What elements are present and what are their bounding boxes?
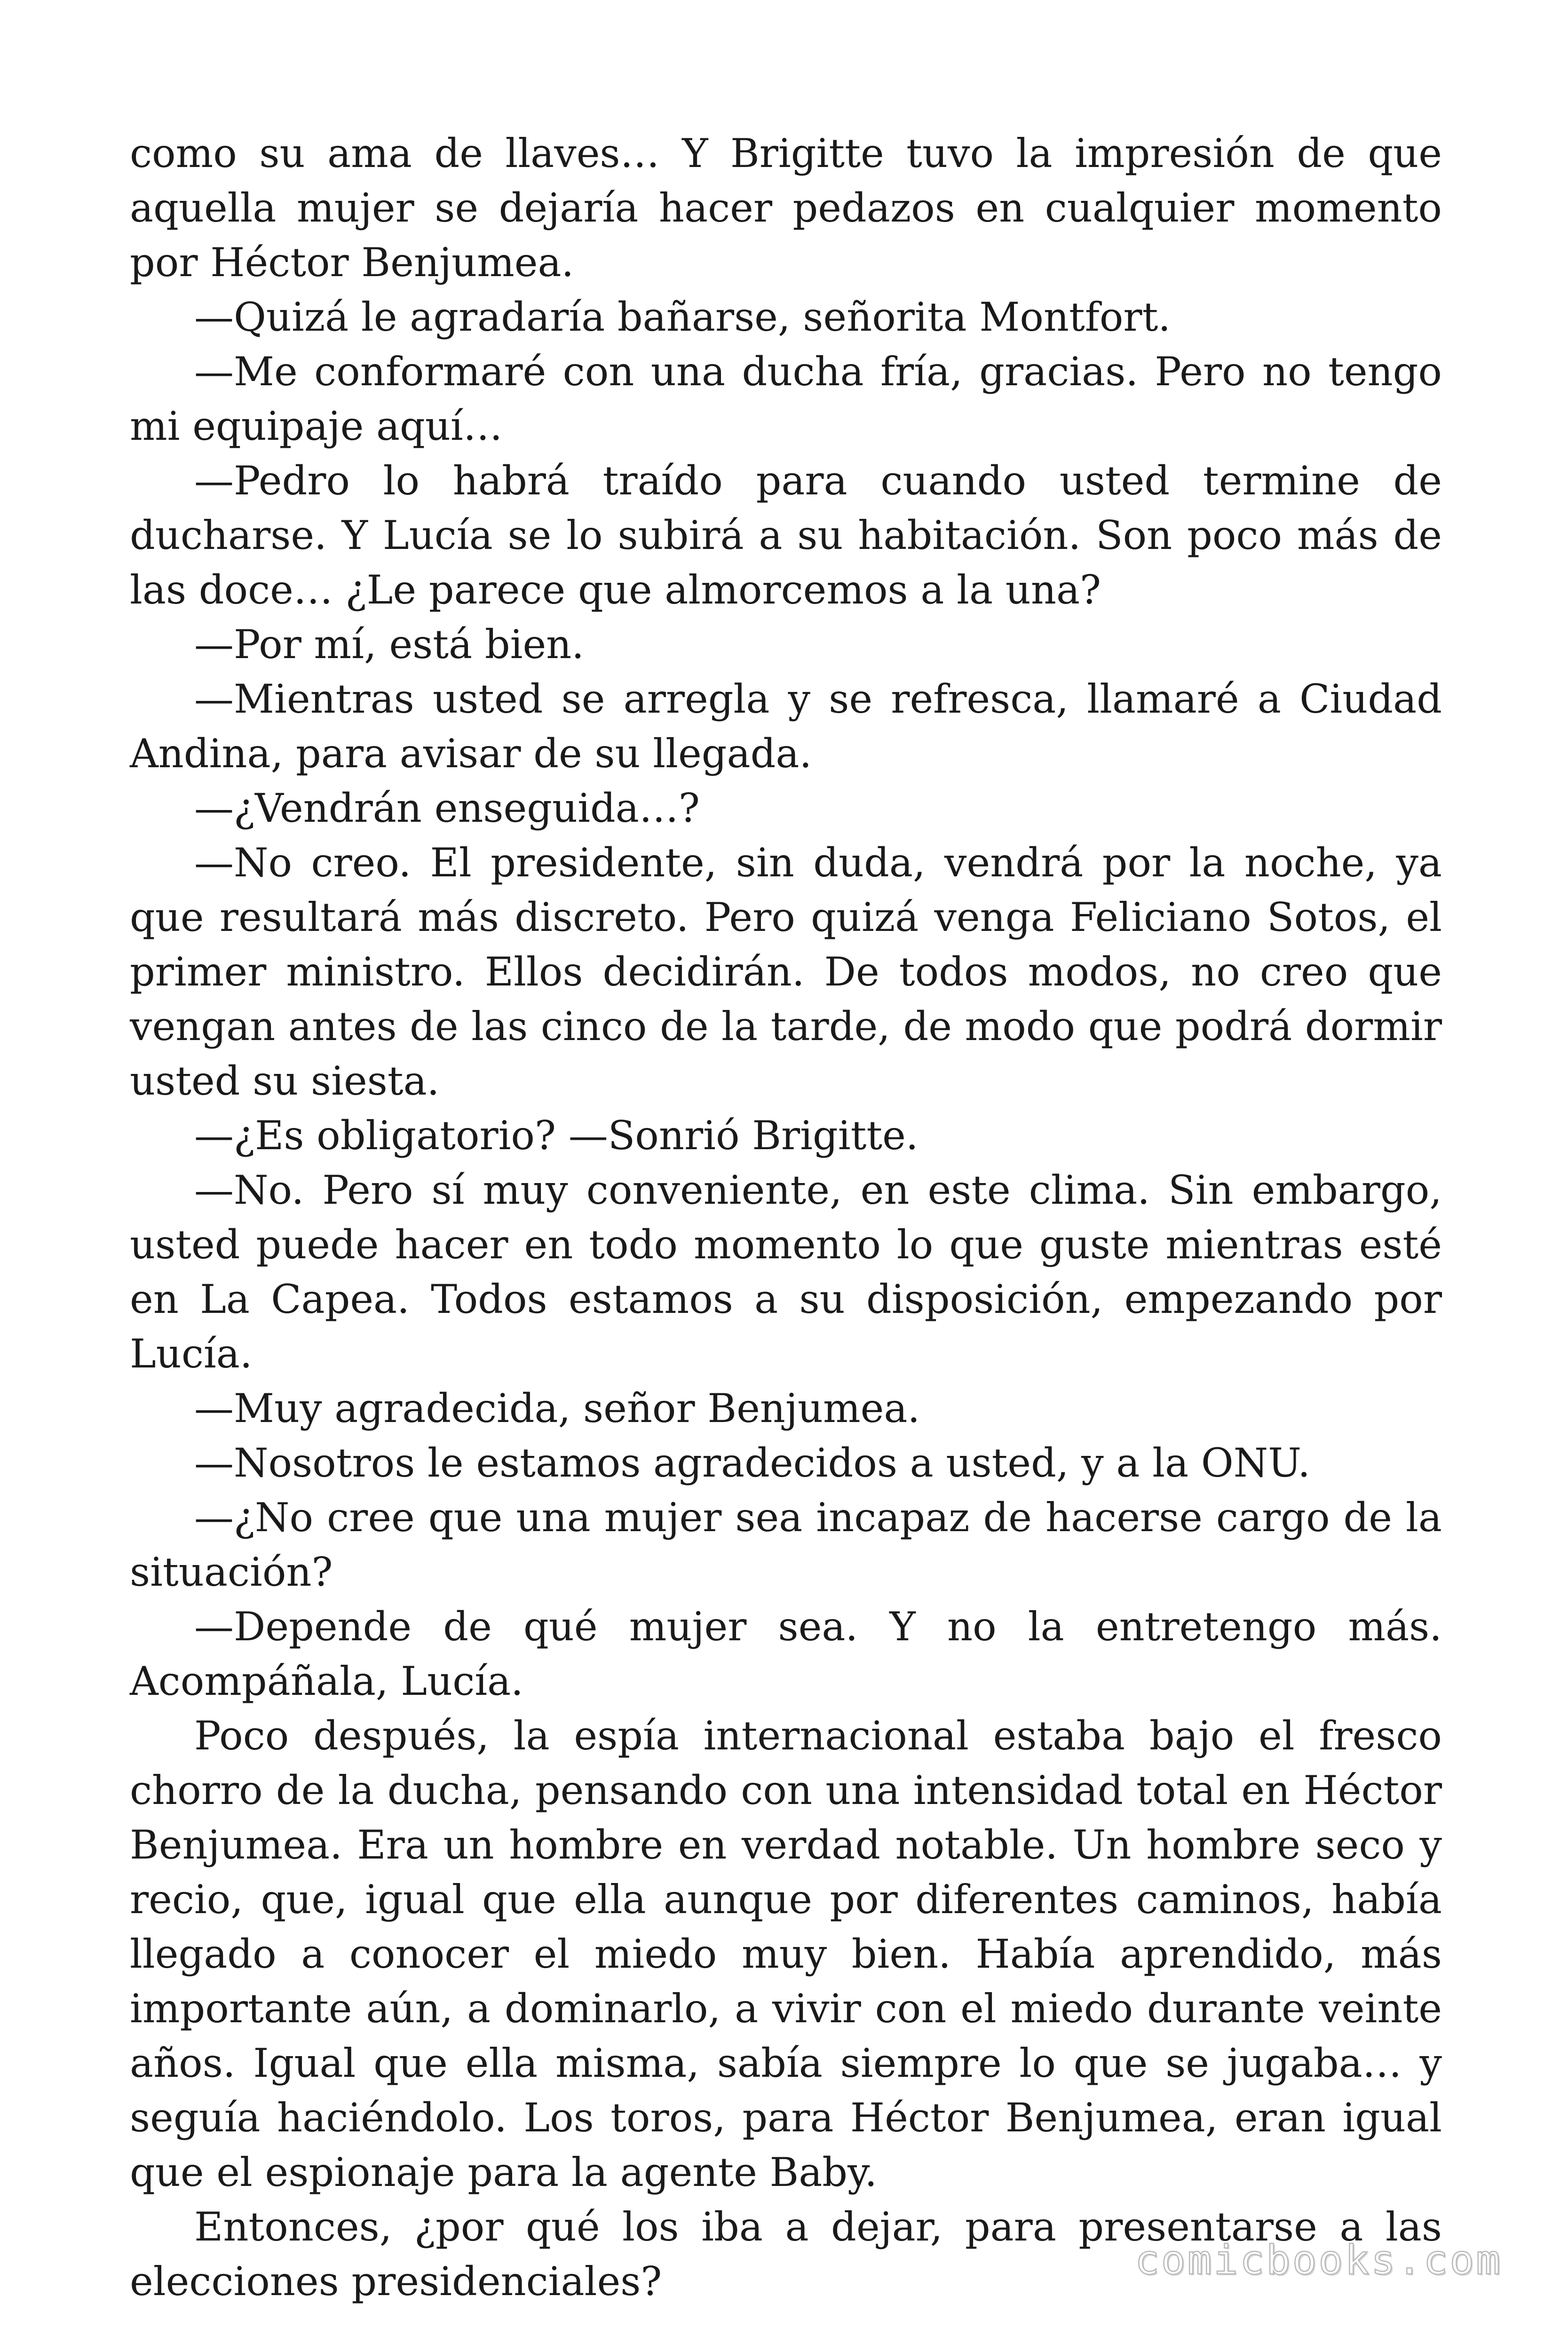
paragraph: —Depende de qué mujer sea. Y no la entretengo más. Acompáñala, Lucía.: [130, 1604, 1442, 1704]
paragraph: —Pedro lo habrá traído para cuando usted termine de ducharse. Y Lucía se lo subirá a su habitación. Son poco más de las doce… ¿Le parece que almorcemos a la una?: [130, 458, 1442, 613]
paragraph: —Por mí, está bien.: [194, 621, 584, 667]
paragraph: —No. Pero sí muy conveniente, en este clima. Sin embargo, usted puede hacer en todo momento lo que guste mientras esté en La Capea. Todos estamos a su disposición, empezando por Lucía.: [130, 1167, 1442, 1377]
watermark: comicbooks.com: [1135, 2237, 1502, 2284]
paragraph: —Nosotros le estamos agradecidos a usted, y a la ONU.: [194, 1440, 1310, 1486]
paragraph-continuation: como su ama de llaves… Y Brigitte tuvo la impresión de que aquella mujer se dejaría hacer pedazos en cualquier momento por Héctor Benjumea.: [130, 130, 1442, 286]
paragraph: —Muy agradecida, señor Benjumea.: [194, 1385, 920, 1431]
paragraph: Poco después, la espía internacional estaba bajo el fresco chorro de la ducha, pensando con una intensidad total en Héctor Benjumea. Era un hombre en verdad notable. Un hombre seco y recio, que, igual que ella aunque por diferentes caminos, había llegado a conocer el miedo muy bien. Había aprendido, más importante aún, a dominarlo, a vivir con el miedo durante veinte años. Igual que ella misma, sabía siempre lo que se jugaba… y seguía haciéndolo. Los toros, para Héctor Benjumea, eran igual que el espionaje para la agente Baby.: [130, 1713, 1442, 2195]
paragraph: Entonces, ¿por qué los iba a dejar, para presentarse a las elecciones presidenciales?: [130, 2204, 1442, 2304]
paragraph: —Me conformaré con una ducha fría, gracias. Pero no tengo mi equipaje aquí…: [130, 349, 1442, 449]
paragraph: —Quizá le agradaría bañarse, señorita Montfort.: [194, 294, 1171, 340]
paragraph: —No creo. El presidente, sin duda, vendrá por la noche, ya que resultará más discreto. Pero quizá venga Feliciano Sotos, el primer ministro. Ellos decidirán. De todos modos, no creo que vengan antes de las cinco de la tarde, de modo que podrá dormir usted su siesta.: [130, 840, 1442, 1104]
paragraph: —¿Es obligatorio? —Sonrió Brigitte.: [194, 1112, 919, 1159]
paragraph: —¿Vendrán enseguida…?: [194, 785, 700, 831]
paragraph: —Mientras usted se arregla y se refresca, llamaré a Ciudad Andina, para avisar de su llegada.: [130, 676, 1442, 777]
page-body: [130, 126, 1442, 2309]
paragraph: —¿No cree que una mujer sea incapaz de hacerse cargo de la situación?: [130, 1494, 1442, 1595]
